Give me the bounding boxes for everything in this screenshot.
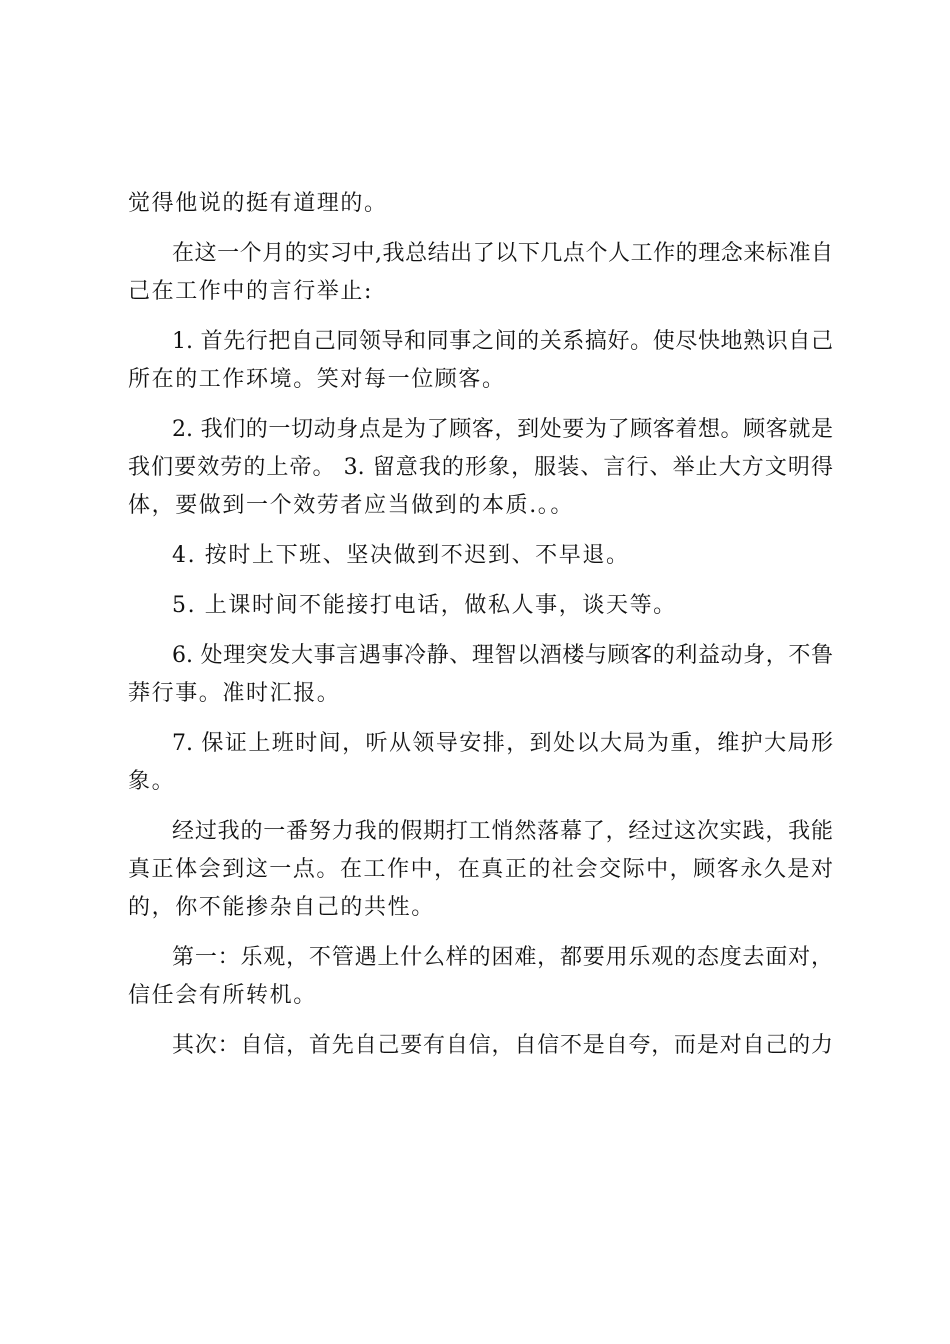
text-line: 己在工作中的言行举止: bbox=[128, 279, 374, 304]
text-line: 体，要做到一个效劳者应当做到的本质.。。 bbox=[128, 493, 574, 518]
text-line: 4. 按时上下班、坚决做到不迟到、不早退。 bbox=[172, 543, 630, 568]
list-item bbox=[128, 537, 833, 575]
paragraph bbox=[128, 235, 833, 311]
paragraph bbox=[128, 939, 833, 1015]
text-line: 觉得他说的挺有道理的。 bbox=[128, 191, 388, 216]
text-line: 第一：乐观，不管遇上什么样的困难，都要用乐观的态度去面对， bbox=[172, 945, 833, 970]
text-line: 真正体会到这一点。在工作中，在真正的社会交际中，顾客永久是对 bbox=[128, 857, 833, 882]
text-line: 我们要效劳的上帝。 3. 留意我的形象，服装、言行、举止大方文明得 bbox=[128, 455, 833, 480]
list-item bbox=[128, 637, 833, 713]
text-line: 6. 处理突发大事言遇事冷静、理智以酒楼与顾客的利益动身，不鲁 bbox=[172, 643, 833, 668]
text-line: 所在的工作环境。笑对每一位顾客。 bbox=[128, 367, 506, 392]
text-line: 1. 首先行把自己同领导和同事之间的关系搞好。使尽快地熟识自己 bbox=[172, 329, 833, 354]
paragraph bbox=[128, 813, 833, 927]
text-line: 象。 bbox=[128, 769, 176, 794]
text-line: 信任会有所转机。 bbox=[128, 983, 317, 1008]
text-line: 的，你不能掺杂自己的共性。 bbox=[128, 895, 435, 920]
text-line: 经过我的一番努力我的假期打工悄然落幕了，经过这次实践，我能 bbox=[172, 819, 833, 844]
list-item bbox=[128, 323, 833, 399]
text-line: 其次：自信，首先自己要有自信，自信不是自夸，而是对自己的力 bbox=[172, 1033, 833, 1058]
text-line: 在这一个月的实习中,我总结出了以下几点个人工作的理念来标准自 bbox=[172, 241, 833, 266]
list-item bbox=[128, 725, 833, 801]
list-item bbox=[128, 587, 833, 625]
paragraph bbox=[128, 185, 833, 223]
document-body bbox=[128, 185, 833, 1065]
text-line: 7. 保证上班时间，听从领导安排，到处以大局为重，维护大局形 bbox=[172, 731, 833, 756]
list-item bbox=[128, 411, 833, 525]
paragraph bbox=[128, 1027, 833, 1065]
text-line: 莽行事。准时汇报。 bbox=[128, 681, 341, 706]
text-line: 2. 我们的一切动身点是为了顾客，到处要为了顾客着想。顾客就是 bbox=[172, 417, 833, 442]
text-line: 5. 上课时间不能接打电话，做私人事，谈天等。 bbox=[172, 593, 677, 618]
